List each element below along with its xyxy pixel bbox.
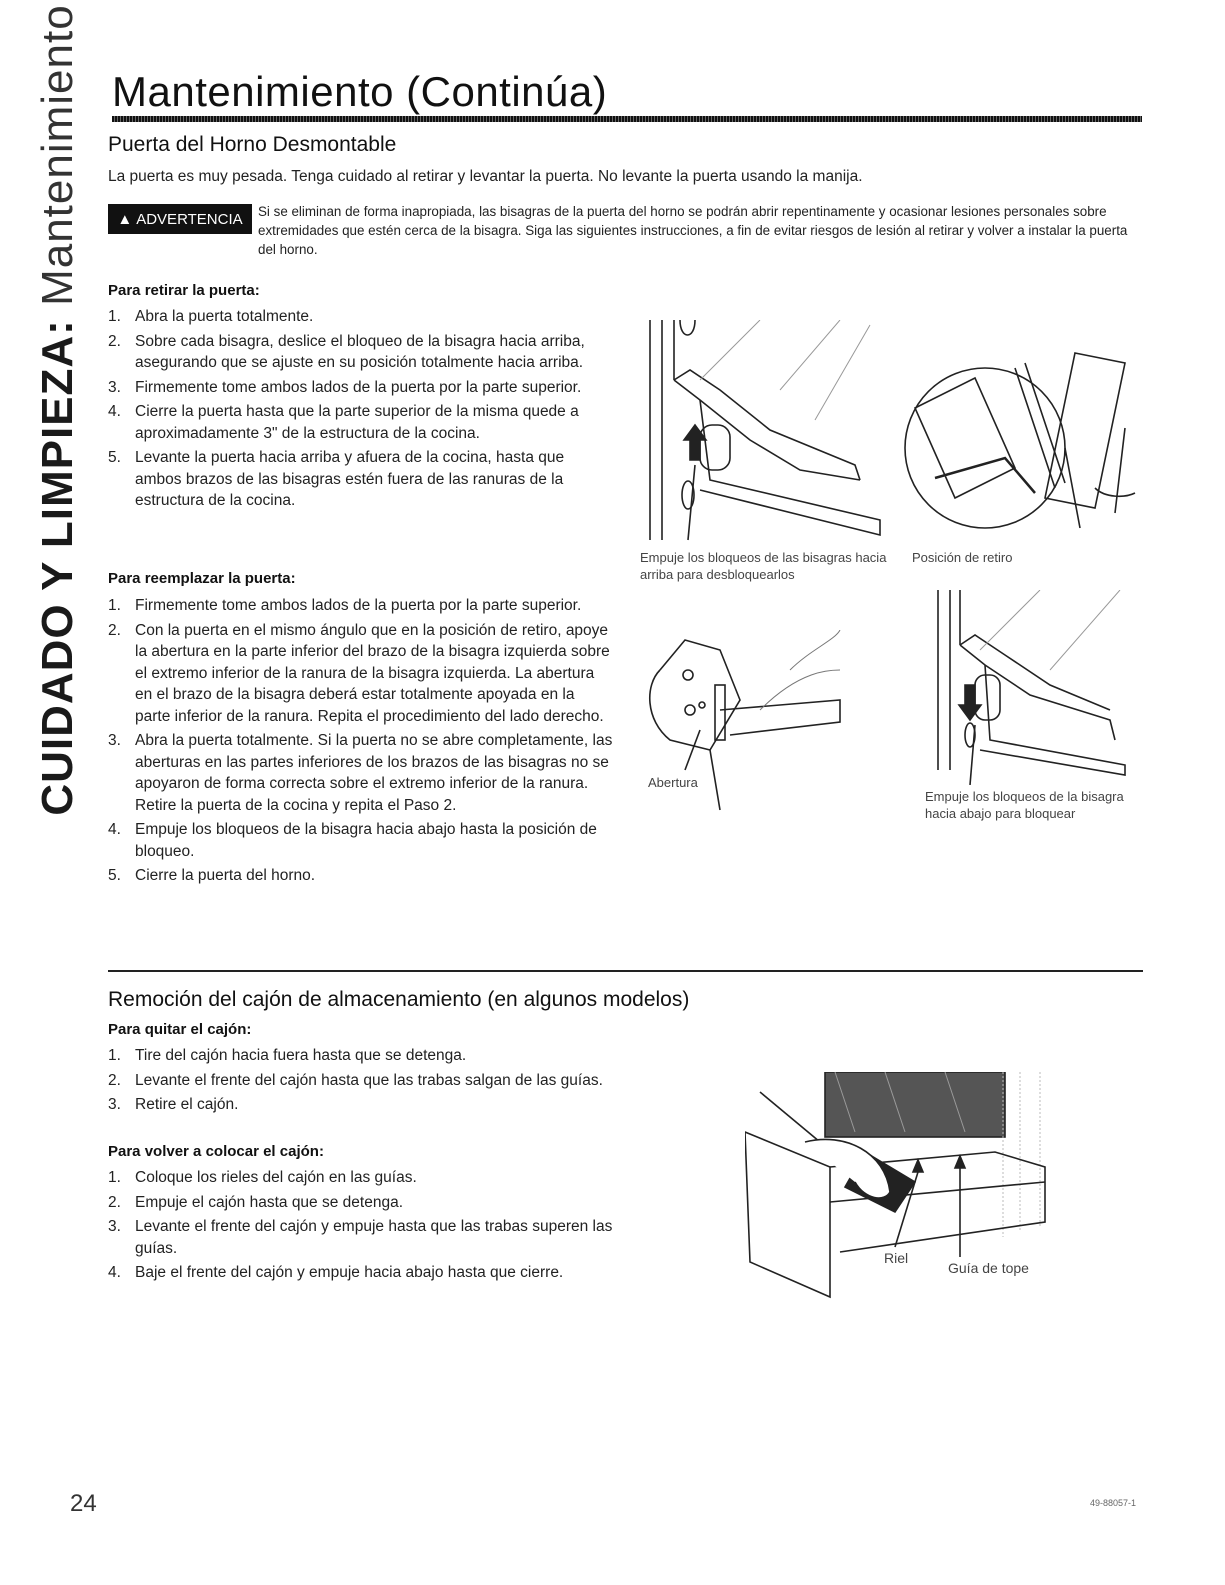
warning-text: Si se eliminan de forma inapropiada, las bisagras de la puerta del horno se podrán abrir repentinamente y ocasionar lesiones personales sobre extremidades que estén cerca de la bisagra. Siga las siguientes instrucciones, a fin de evitar riesgos de lesión al retirar y volver a instalar la puerta del horno. xyxy=(258,204,1128,257)
hinge-unlock-illustration xyxy=(640,320,890,545)
list-item: 3. Abra la puerta totalmente. Si la puerta no se abre completamente, las aberturas en las partes inferiores de los brazos de las bisagras no se apoyaron de forma correcta sobre el extremo inferior de la ranura. Retire la puerta de la cocina y repita el Paso 2. xyxy=(108,732,613,814)
drawer-section-heading: Remoción del cajón de almacenamiento (en algunos modelos) xyxy=(108,988,690,1011)
list-item: 1. Abra la puerta totalmente. xyxy=(108,308,314,325)
caption-lock: Empuje los bloqueos de la bisagra hacia abajo para bloquear xyxy=(925,789,1124,821)
section-divider xyxy=(108,970,1143,972)
side-tab-text: CUIDADO Y LIMPIEZA: Mantenimiento xyxy=(33,4,82,816)
list-item: 2. Levante el frente del cajón hasta que las trabas salgan de las guías. xyxy=(108,1071,603,1089)
remove-drawer-steps xyxy=(108,1045,613,1119)
list-item: 5. Cierre la puerta del horno. xyxy=(108,867,316,884)
caption-opening: Abertura xyxy=(648,775,698,790)
list-item: 3. Retire el cajón. xyxy=(108,1096,239,1113)
title-rule xyxy=(112,116,1142,122)
door-section-heading: Puerta del Horno Desmontable xyxy=(108,133,397,156)
list-item: 3. Firmemente tome ambos lados de la puerta por la parte superior. xyxy=(108,378,582,396)
caption-rail: Riel xyxy=(884,1250,909,1266)
list-item: 4. Cierre la puerta hasta que la parte superior de la misma quede a aproximadamente 3" de la estructura de la cocina. xyxy=(108,403,579,442)
door-intro: La puerta es muy pesada. Tenga cuidado al retirar y levantar la puerta. No levante la puerta usando la manija. xyxy=(108,168,863,185)
side-section-tab xyxy=(28,4,88,816)
remove-door-heading: Para retirar la puerta: xyxy=(108,282,260,299)
removal-position-illustration xyxy=(895,348,1145,543)
list-item: 1. Firmemente tome ambos lados de la puerta por la parte superior. xyxy=(108,597,582,614)
replace-door-steps xyxy=(108,595,613,890)
remove-door-steps xyxy=(108,306,613,515)
hinge-lock-illustration xyxy=(930,590,1130,785)
replace-door-heading: Para reemplazar la puerta: xyxy=(108,570,296,587)
list-item: 2. Empuje el cajón hasta que se detenga. xyxy=(108,1193,403,1211)
list-item: 2. Con la puerta en el mismo ángulo que en la posición de retiro, apoye la abertura en la parte inferior del brazo de la bisagra izquierda sobre el extremo inferior de la ranura de la bisagra izquierda. La abertura en el brazo de la bisagra deberá estar totalmente apoyada en la parte inferior de la ranura. Repita el procedimiento del lado derecho. xyxy=(108,621,610,725)
warning-triangle-icon: ▲ xyxy=(117,210,133,228)
list-item: 3. Levante el frente del cajón y empuje hasta que las trabas superen las guías. xyxy=(108,1218,613,1257)
replace-drawer-steps xyxy=(108,1167,613,1287)
list-item: 4. Baje el frente del cajón y empuje hacia abajo hasta que cierre. xyxy=(108,1264,564,1281)
page-title: Mantenimiento (Continúa) xyxy=(112,68,608,115)
hinge-opening-illustration xyxy=(640,630,850,820)
document-code: 49-88057-1 xyxy=(1090,1498,1137,1508)
replace-drawer-heading: Para volver a colocar el cajón: xyxy=(108,1143,324,1160)
caption-removal-position: Posición de retiro xyxy=(912,550,1013,565)
remove-drawer-heading: Para quitar el cajón: xyxy=(108,1021,252,1038)
list-item: 5. Levante la puerta hacia arriba y afuera de la cocina, hasta que ambos brazos de las bisagras estén fuera de las ranuras de la estructura de la cocina. xyxy=(108,449,565,509)
list-item: 4. Empuje los bloqueos de la bisagra hacia abajo hasta la posición de bloqueo. xyxy=(108,821,597,860)
warning-label: ADVERTENCIA xyxy=(136,210,243,228)
warning-badge xyxy=(108,204,252,234)
caption-stop-guide: Guía de tope xyxy=(948,1260,1029,1276)
warning-box xyxy=(108,202,1148,262)
caption-unlock: Empuje los bloqueos de las bisagras hacia arriba para desbloquearlos xyxy=(640,550,887,582)
page-number: 24 xyxy=(70,1490,97,1517)
list-item: 1. Coloque los rieles del cajón en las guías. xyxy=(108,1169,417,1186)
list-item: 2. Sobre cada bisagra, deslice el bloqueo de la bisagra hacia arriba, asegurando que se ajuste en su posición totalmente hacia arriba. xyxy=(108,332,585,371)
list-item: 1. Tire del cajón hacia fuera hasta que se detenga. xyxy=(108,1047,467,1064)
